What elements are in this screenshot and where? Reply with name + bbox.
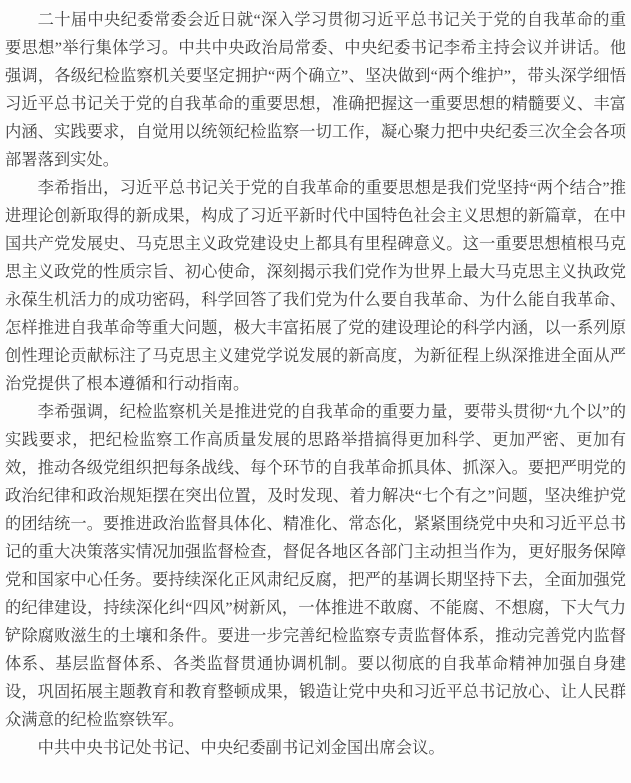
- paragraph-lixi-pointed-out: 李希指出，习近平总书记关于党的自我革命的重要思想是我们党坚持“两个结合”推进理论创新取得的新成果，构成了习近平新时代中国特色社会主义思想的新篇章，在中国共产党发展史、马克思主义政党建设史上都具有里程碑意义。这一重要思想植根马克思主义政党的性质宗旨、初心使命，深刻揭示我们党作为世界上最大马克思主义执政党永葆生机活力的成功密码，科学回答了我们党为什么要自我革命、为什么能自我革命、怎样推进自我革命等重大问题，极大丰富拓展了党的建设理论的科学内涵，以一系列原创性理论贡献标注了马克思主义建党学说发展的新高度，为新征程上纵深推进全面从严治党提供了根本遵循和行动指南。: [5, 178, 626, 393]
- paragraph-study-session-intro: 二十届中央纪委常委会近日就“深入学习贯彻习近平总书记关于党的自我革命的重要思想”举行集体学习。中共中央政治局常委、中央纪委书记李希主持会议并讲话。他强调，各级纪检监察机关要坚定拥护“两个确立”、坚决做到“两个维护”，带头深学细悟习近平总书记关于党的自我革命的重要思想，准确把握这一重要思想的精髓要义、丰富内涵、实践要求，自觉用以统领纪检监察一切工作，凝心聚力把中央纪委三次全会各项部署落到实处。: [5, 10, 626, 169]
- paragraph-lixi-emphasized: 李希强调，纪检监察机关是推进党的自我革命的重要力量，要带头贯彻“九个以”的实践要求，把纪检监察工作高质量发展的思路举措搞得更加科学、更加严密、更加有效，推动各级党组织把每条战线、每个环节的自我革命抓具体、抓深入。要把严明党的政治纪律和政治规矩摆在突出位置，及时发现、着力解决“七个有之”问题，坚决维护党的团结统一。要推进政治监督具体化、精准化、常态化，紧紧围绕党中央和习近平总书记的重大决策落实情况加强监督检查，督促各地区各部门主动担当作为，更好服务保障党和国家中心任务。要持续深化正风肃纪反腐，把严的基调长期坚持下去，全面加强党的纪律建设，持续深化纠“四风”树新风，一体推进不敢腐、不能腐、不想腐，下大气力铲除腐败滋生的土壤和条件。要进一步完善纪检监察专责监督体系，推动完善党内监督体系、基层监督体系、各类监督贯通协调机制。要以彻底的自我革命精神加强自身建设，巩固拓展主题教育和教育整顿成果，锻造让党中央和习近平总书记放心、让人民群众满意的纪检监察铁军。: [5, 402, 626, 729]
- paragraph-attendees: 中共中央书记处书记、中央纪委副书记刘金国出席会议。: [37, 738, 445, 757]
